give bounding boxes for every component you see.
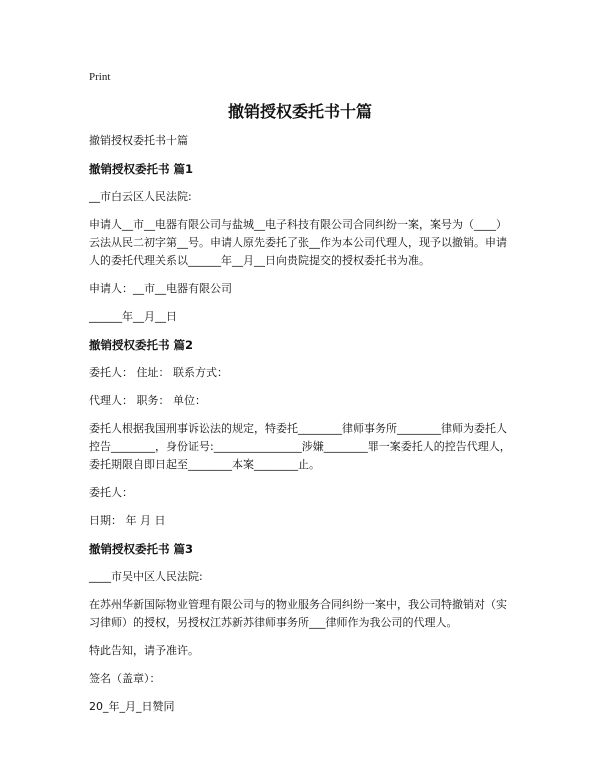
document-title: 撤销授权委托书十篇 xyxy=(227,102,372,121)
document-body xyxy=(89,132,514,726)
signature-line-3: 签名（盖章）： xyxy=(89,672,161,685)
document-subtitle: 撤销授权委托书十篇 xyxy=(89,134,188,147)
applicant-line-1: 申请人：__市__电器有限公司 xyxy=(89,282,232,295)
body-paragraph-2: 委托人根据我国刑事诉讼法的规定，特委托________律师事务所________律师为委托人控告________，身份证号:________________涉嫌________罪一案委托人的控告代理人，委托期限自即日起至________本案________止。 xyxy=(89,422,511,471)
date-line-2: 日期： 年 月 日 xyxy=(89,514,166,527)
section-heading-1: 撤销授权委托书 篇1 xyxy=(89,162,194,176)
agent-info-2: 代理人： 职务： 单位： xyxy=(89,394,206,407)
addressee-1: __市白云区人民法院: xyxy=(89,190,192,203)
addressee-3: ____市吴中区人民法院: xyxy=(89,570,203,583)
notice-line-3: 特此告知，请予准许。 xyxy=(89,644,199,657)
section-heading-2: 撤销授权委托书 篇2 xyxy=(89,338,194,352)
date-line-3: 20_年_月_日赞同 xyxy=(89,700,175,713)
date-line-1: ______年__月__日 xyxy=(89,310,177,323)
body-paragraph-3: 在苏州华新国际物业管理有限公司与的物业服务合同纠纷一案中，我公司特撤销对（实习律师）的授权，另授权江苏新苏律师事务所___律师作为我公司的代理人。 xyxy=(89,598,507,629)
section-heading-3: 撤销授权委托书 篇3 xyxy=(89,542,194,556)
body-paragraph-1: 申请人__市__电器有限公司与盐城__电子科技有限公司合同纠纷一案，案号为（____）云法从民二初字第__号。申请人原先委托了张__作为本公司代理人，现予以撤销。申请人的委托代理关系以______年__月__日向贵院提交的授权委托书为准。 xyxy=(89,218,507,267)
principal-signature-2: 委托人： xyxy=(89,486,133,499)
principal-info-2: 委托人： 住址： 联系方式： xyxy=(89,366,228,379)
print-link[interactable]: Print xyxy=(89,71,111,83)
